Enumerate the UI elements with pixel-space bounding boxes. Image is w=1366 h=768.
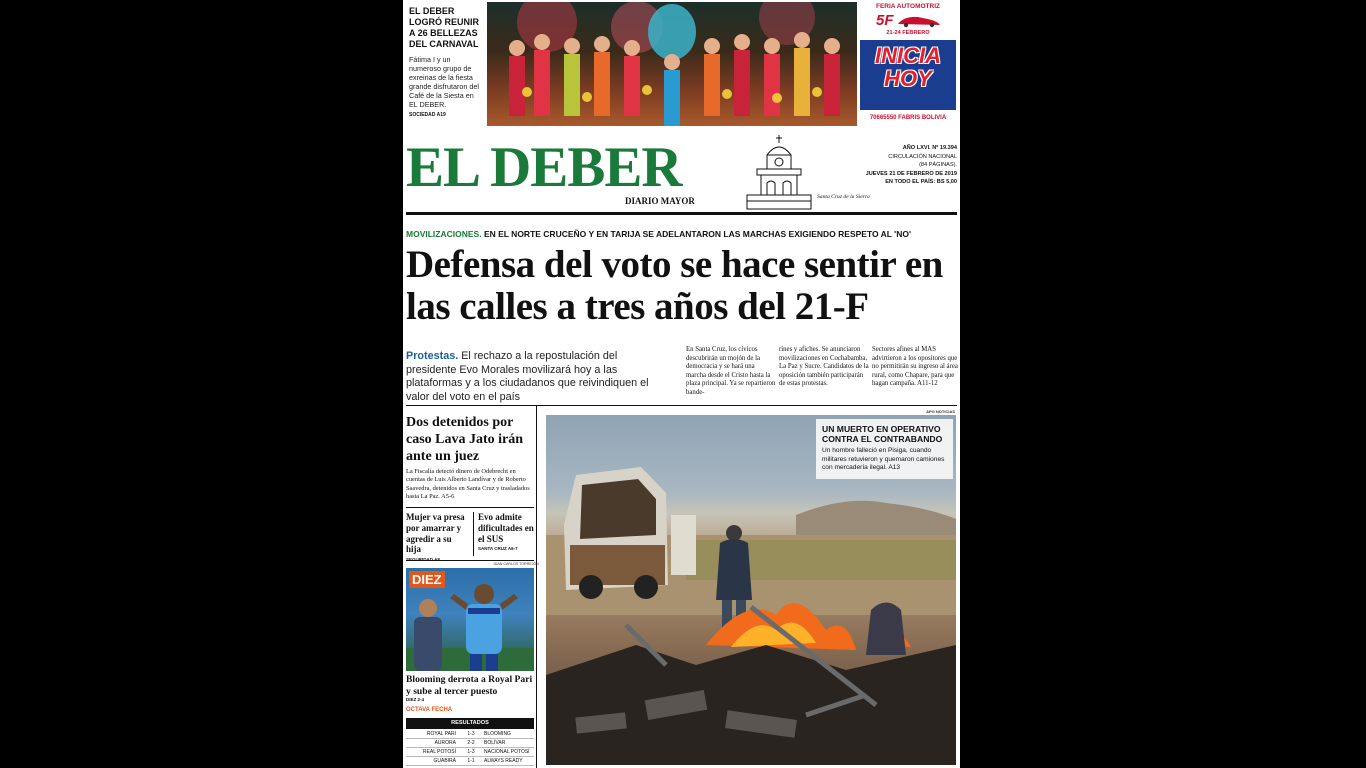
home-team: GUABIRÁ [433, 758, 456, 764]
lead-headline[interactable]: Defensa del voto se hace sentir en las calles a tres años del 21-F [406, 243, 943, 328]
newspaper-front-page [403, 0, 960, 768]
score: 1-3 [467, 731, 475, 737]
brief-headline: Mujer va presa por amarrar y agredir a su hija [406, 512, 465, 555]
page-count: (84 PÁGINAS). [919, 162, 957, 168]
diez-section-logo: DIEZ [409, 571, 445, 588]
score: 1-1 [467, 758, 475, 764]
ad-fair-label: FERIA AUTOMOTRIZ [875, 3, 941, 10]
issue-number: AÑO LXVI. Nº 19.394 [902, 145, 957, 151]
score: 2-2 [467, 740, 475, 746]
carnival-photo[interactable] [487, 2, 857, 126]
ad-header [860, 2, 956, 40]
result-row [406, 748, 534, 757]
ad-headline: INICIA HOY [875, 43, 941, 91]
photo-caption-box [816, 419, 953, 479]
deck-label: Protestas. [406, 350, 459, 362]
promo-body: Fátima I y un numeroso grupo de exreinas de la fiesta grande disfrutaron del Café de la Siesta en EL DEBER. [409, 55, 479, 109]
price: EN TODO EL PAÍS: BS 5,00 [885, 179, 957, 185]
city-label [817, 194, 870, 201]
story-divider [406, 560, 534, 561]
result-row [406, 739, 534, 748]
ad-dates: 21-24 FEBRERO [886, 30, 930, 36]
football-photo[interactable] [406, 568, 534, 671]
auto-fair-ad[interactable] [860, 2, 956, 126]
result-row [406, 730, 534, 739]
issue-date: JUEVES 21 DE FEBRERO DE 2019 [865, 170, 957, 177]
brief-section-ref: SANTA CRUZ A6-7 [478, 546, 518, 552]
sport-photo-credit: JUAN CARLOS TORREJÓN [493, 562, 539, 566]
story-divider [406, 507, 534, 508]
score: 1-3 [467, 749, 475, 755]
photo-caption-body: Un hombre falleció en Pisiga, cuando militares retuvieron y quemaron camiones con mercadería ilegal. A13 [822, 447, 945, 472]
circulation: CIRCULACIÓN NACIONAL [888, 153, 957, 160]
newspaper-subtitle: DIARIO MAYOR [625, 196, 695, 206]
away-team: BLOOMING [484, 731, 511, 737]
ad-contact: 70665550 FABRIS BOLIVIA [860, 110, 956, 126]
lead-deck [406, 350, 670, 404]
away-team: NACIONAL POTOSÍ [484, 749, 530, 755]
newspaper-title: EL DEBER [406, 136, 682, 199]
round-label: OCTAVA FECHA [406, 707, 453, 713]
svg-text:5F: 5F [876, 12, 894, 29]
sport-section-ref: DIEZ 2-4 [406, 697, 425, 702]
kicker-label: MOVILIZACIONES. [406, 229, 482, 239]
deck-text: El rechazo a la repostulación del presidente Evo Morales movilizará hoy a las plataformas y a los ciudadanos que reivindiquen el valor del voto en el país [406, 350, 649, 403]
photo-credit: APG NOTICIAS [926, 409, 955, 414]
column-divider [536, 406, 537, 768]
sport-headline[interactable]: Blooming derrota a Royal Pari y sube al tercer puesto [406, 674, 533, 697]
kicker-text: EN EL NORTE CRUCEÑO Y EN TARIJA SE ADELANTARON LAS MARCHAS EXIGIENDO RESPETO AL 'NO' [483, 229, 911, 239]
fair-logo-icon [870, 11, 946, 29]
results-header: RESULTADOS [406, 718, 534, 729]
brief-story[interactable] [478, 512, 538, 551]
masthead [406, 138, 706, 198]
cathedral-tower-icon [743, 133, 815, 211]
brief-divider [473, 512, 474, 556]
masthead-divider [406, 212, 957, 215]
brief-story[interactable] [406, 512, 466, 562]
result-row [406, 757, 534, 766]
lead-column-2: rines y afiches. Se anunciaron movilizaciones en Cochabamba, La Paz y Sucre. Candidatos de la oposición también participarán de estas protestas. [779, 346, 869, 388]
home-team: ROYAL PARI [426, 731, 456, 737]
lava-jato-body: La Fiscalía detectó dinero de Odebrecht en cuentas de Luis Alberto Landívar y de Roberto Saavedra, detenidos en Santa Cruz y trasladados hasta La Paz. A5-6 [406, 468, 530, 501]
promo-title: EL DEBER LOGRÓ REUNIR A 26 BELLEZAS DEL CARNAVAL [409, 6, 480, 49]
away-team: ALWAYS READY [484, 758, 523, 764]
promo-teaser[interactable] [409, 6, 484, 118]
home-team: AURORA [434, 740, 456, 746]
away-team: BOLÍVAR [484, 740, 506, 746]
lead-column-1: En Santa Cruz, los cívicos descubrirán un mojón de la democracia y se hará una marcha desde el Cristo hasta la plaza principal. Ya se repartieron bande- [686, 346, 776, 396]
lead-kicker [406, 229, 957, 239]
lead-column-3: Sectores afines al MAS advirtieron a los opositores que no permitirán su ingreso al área rural, como Chapare, para que hagan campaña. A11-12 [872, 346, 958, 388]
section-divider [406, 405, 957, 406]
photo-caption-title: UN MUERTO EN OPERATIVO CONTRA EL CONTRABANDO [822, 424, 943, 444]
brief-headline: Evo admite dificultades en el SUS [478, 512, 534, 544]
lava-jato-headline[interactable]: Dos detenidos por caso Lava Jato irán ante un juez [406, 415, 524, 464]
city-text: Santa Cruz de la Sierra [817, 194, 870, 200]
promo-page-ref: SOCIEDAD A19 [409, 112, 446, 118]
issue-metadata [865, 144, 957, 187]
home-team: REAL POTOSÍ [422, 749, 456, 755]
